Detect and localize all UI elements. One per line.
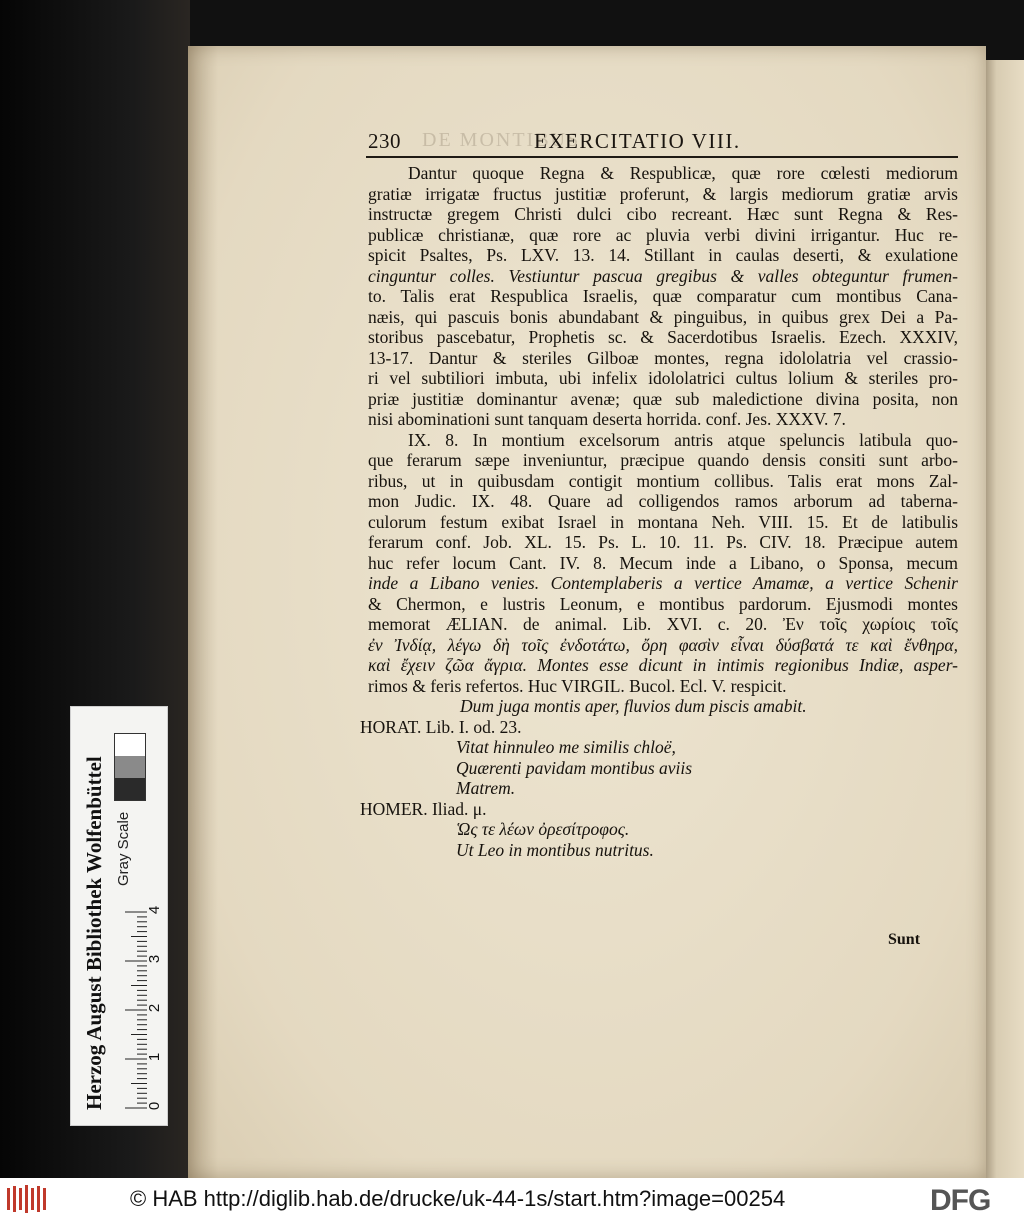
- text-line: spicit Psaltes, Ps. LXV. 13. 14. Stillant in caulas deserti, & exulatione: [368, 245, 958, 265]
- show-through-text: DE MONTIBUS: [422, 129, 581, 151]
- text-line: Quærenti pavidam montibus aviis: [456, 757, 693, 778]
- running-title: EXERCITATIO VIII.: [534, 129, 741, 153]
- hab-logo-icon: [6, 1184, 50, 1214]
- text-line: Matrem.: [456, 778, 516, 798]
- ruler-number: 4: [146, 905, 163, 915]
- header-rule: [366, 156, 958, 158]
- text-line: que ferarum sæpe inveniuntur, præcipue quando densis consiti sunt arbo-: [368, 450, 958, 470]
- text-line: publicæ christianæ, quæ rore ac pluvia verbi divini irrigantur. Huc re-: [368, 224, 958, 245]
- text-line: καὶ ἔχειν ζῶα ἄγρια. Montes esse dicunt in intimis regionibus Indiæ, asper-: [368, 655, 958, 675]
- gray-swatch: [115, 778, 145, 800]
- footer-copyright-url: © HAB http://diglib.hab.de/drucke/uk-44-1s/start.htm?image=00254: [130, 1186, 786, 1211]
- text-line: ferarum conf. Job. XL. 15. Ps. L. 10. 11. Ps. CIV. 18. Præcipue autem: [368, 532, 958, 552]
- gray-swatches: [114, 733, 146, 801]
- text-line: Vitat hinnuleo me similis chloë,: [456, 737, 676, 757]
- running-head: [368, 129, 958, 155]
- text-line: nisi abominationi sunt tanquam deserta horrida. conf. Jes. XXXV. 7.: [368, 409, 846, 429]
- text-line: ribus, ut in quibusdam contigit montium collibus. Talis erat mons Zal-: [368, 470, 958, 491]
- text-line: cinguntur colles. Vestiuntur pascua gregibus & valles obteguntur frumen-: [368, 265, 958, 286]
- text-line: & Chermon, e lustris Leonum, e montibus pardorum. Ejusmodi montes: [368, 593, 958, 614]
- dfg-logo: DFG: [930, 1184, 991, 1217]
- text-line: storibus pascebatur, Prophetis sc. & Sacerdotibus Israelis. Ezech. XXXIV,: [368, 327, 958, 347]
- ruler-number: 3: [146, 954, 163, 964]
- gray-scale-label: Gray Scale: [115, 811, 132, 886]
- text-line: Dantur quoque Regna & Respublicæ, quæ rore cœlesti mediorum: [408, 163, 958, 183]
- catchword: Sunt: [888, 931, 921, 948]
- library-name: Herzog August Bibliothek Wolfenbüttel: [82, 756, 106, 1110]
- gray-swatch: [115, 756, 145, 778]
- text-line: IX. 8. In montium excelsorum antris atque speluncis latibula quo-: [408, 429, 958, 450]
- body-text: [360, 163, 958, 860]
- ruler: [117, 908, 147, 1114]
- text-line: HORAT. Lib. I. od. 23.: [360, 716, 522, 737]
- ruler-number: 2: [146, 1003, 163, 1013]
- text-line: HOMER. Iliad. μ.: [360, 798, 487, 819]
- text-line: Dum juga montis aper, fluvios dum piscis amabit.: [460, 696, 807, 716]
- text-line: Ὡς τε λέων ὀρεσίτροφος.: [456, 819, 630, 839]
- ruler-number: 0: [146, 1101, 163, 1111]
- text-line: næis, qui pascuis bonis abundabant & pinguibus, in quibus grex Dei a Pa-: [368, 306, 958, 327]
- gray-swatch: [115, 734, 145, 756]
- text-line: priæ justitiæ dominantur avenæ; quæ sub maledictione divina posita, non: [368, 388, 958, 409]
- text-line: mon Judic. IX. 48. Quare ad colligendos ramos arborum ad taberna-: [368, 491, 958, 511]
- text-line: ri vel subtiliori imbuta, ubi infelix idololatrici cultus lolium & steriles pro-: [368, 368, 958, 388]
- text-line: instructæ gregem Christi dulci cibo recreant. Hæc sunt Regna & Res-: [368, 204, 958, 224]
- text-line: 13-17. Dantur & steriles Gilboæ montes, regna idololatria vel crassio-: [368, 347, 958, 368]
- text-line: huc refer locum Cant. IV. 8. Mecum inde a Libano, o Sponsa, mecum: [368, 552, 958, 573]
- text-line: rimos & feris refertos. Huc VIRGIL. Bucol. Ecl. V. respicit.: [368, 675, 787, 696]
- page-number: 230: [368, 129, 401, 153]
- ruler-number: 1: [146, 1052, 163, 1062]
- text-line: Ut Leo in montibus nutritus.: [456, 839, 654, 860]
- text-line: inde a Libano venies. Contemplaberis a vertice Amamæ, a vertice Schenir: [368, 573, 958, 593]
- text-line: to. Talis erat Respublica Israelis, quæ comparatur cum montibus Cana-: [368, 286, 958, 306]
- text-line: memorat ÆLIAN. de animal. Lib. XVI. c. 20. Ἐν τοῖς χωρίοις τοῖς: [368, 614, 958, 634]
- text-line: culorum festum exibat Israel in montana Neh. VIII. 15. Et de latibulis: [368, 511, 958, 532]
- text-line: ἐν Ἰνδίᾳ, λέγω δὴ τοῖς ἐνδοτάτω, ὄρη φασὶν εἶναι δύσβατά τε καὶ ἔνθηρα,: [368, 634, 958, 655]
- text-line: gratiæ irrigatæ fructus justitiæ proferunt, & largis mediorum gratiæ arvis: [368, 183, 958, 204]
